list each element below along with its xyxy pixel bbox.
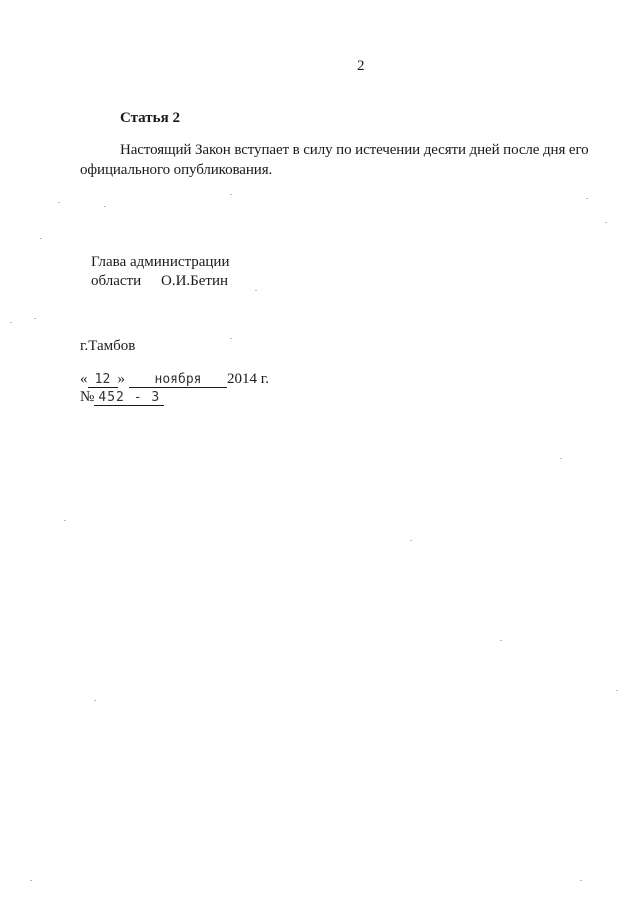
scan-speck	[560, 458, 562, 459]
scan-speck	[94, 700, 96, 701]
scan-speck	[586, 198, 588, 199]
signing-date	[80, 371, 269, 388]
scan-speck	[500, 640, 502, 641]
scan-speck	[616, 690, 618, 691]
scan-speck	[34, 318, 36, 319]
signature-region: области	[91, 273, 142, 289]
date-close-quote: »	[117, 371, 125, 387]
scan-speck	[605, 222, 607, 223]
scan-speck	[40, 238, 42, 239]
law-number	[80, 389, 164, 406]
scan-speck	[10, 322, 12, 323]
scan-speck	[255, 290, 257, 291]
law-number-field: 452 - З	[94, 390, 164, 406]
law-number-prefix: №	[80, 389, 95, 405]
scan-speck	[58, 202, 60, 203]
signature-name: О.И.Бетин	[161, 273, 229, 289]
signature-title: Глава администрации	[91, 254, 230, 270]
scan-speck	[30, 880, 32, 881]
date-year: 2014 г.	[227, 371, 269, 387]
article-heading: Статья 2	[120, 110, 180, 126]
article-text-line-1: Настоящий Закон вступает в силу по истечении десяти дней после дня его	[120, 142, 589, 158]
scan-speck	[104, 206, 106, 207]
page-number: 2	[357, 58, 365, 74]
scan-speck	[580, 880, 582, 881]
date-month-field: ноября	[129, 372, 227, 388]
article-text-line-2: официального опубликования.	[80, 162, 273, 178]
scan-speck	[410, 540, 412, 541]
date-open-quote: «	[80, 371, 88, 387]
scan-speck	[230, 194, 232, 195]
date-day-field: 12	[88, 372, 118, 388]
scan-speck	[230, 338, 232, 339]
scan-speck	[64, 520, 66, 521]
city-of-signing: г.Тамбов	[80, 338, 136, 354]
